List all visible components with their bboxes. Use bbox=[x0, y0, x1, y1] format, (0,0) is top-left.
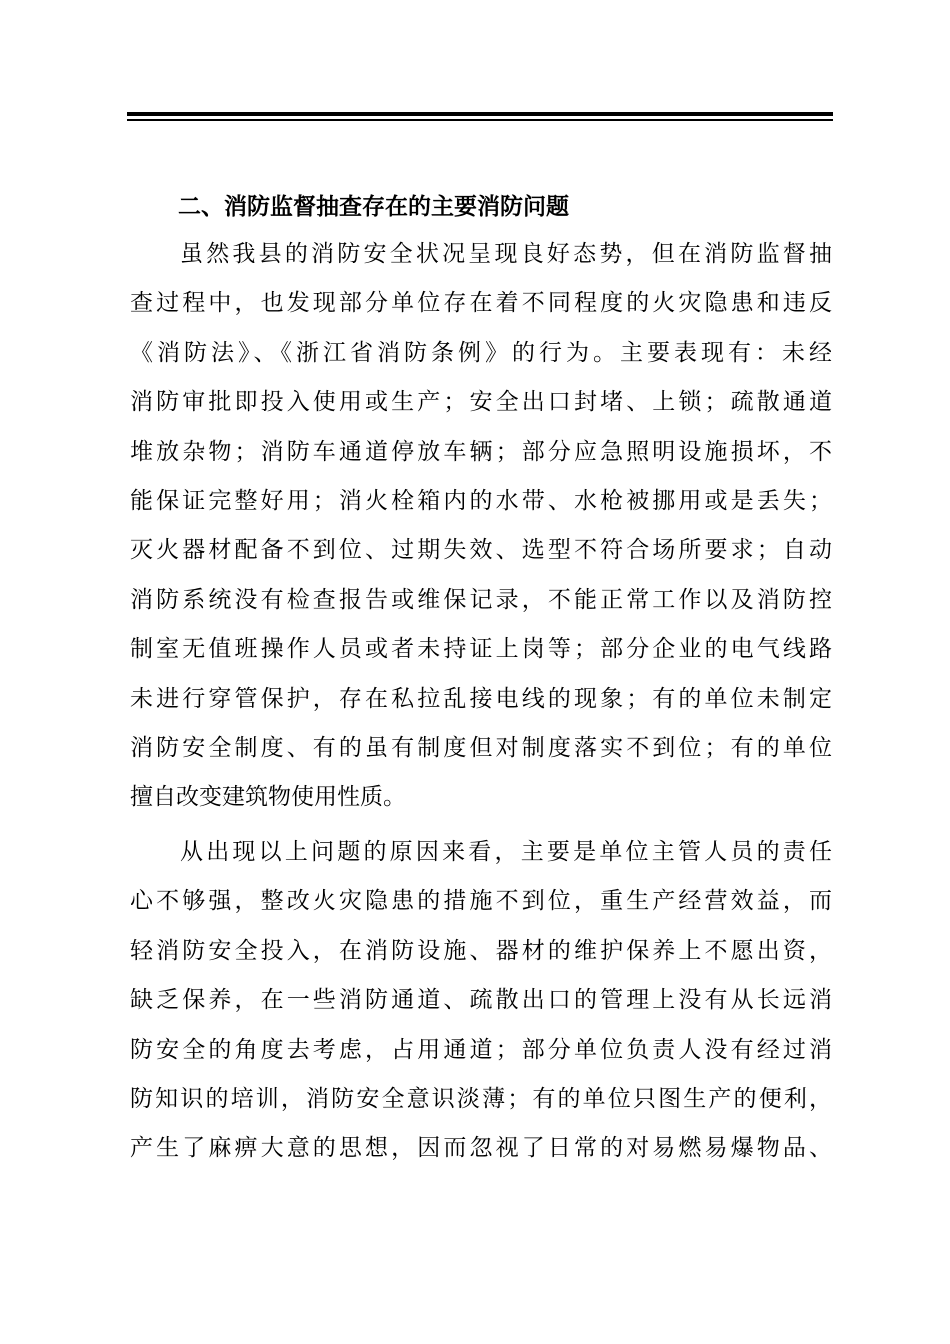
paragraph-2 bbox=[130, 828, 832, 1174]
paragraph-line: 制室无值班操作人员或者未持证上岗等；部分企业的电气线路 bbox=[130, 636, 832, 663]
header-rule-thick bbox=[127, 112, 833, 116]
paragraph-line: 消防系统没有检查报告或维保记录，不能正常工作以及消防控 bbox=[130, 586, 832, 613]
paragraph-line: 缺乏保养，在一些消防通道、疏散出口的管理上没有从长远消 bbox=[130, 987, 832, 1014]
paragraph-line: 防安全的角度去考虑，占用通道；部分单位负责人没有经过消 bbox=[130, 1036, 832, 1063]
paragraph-line: 查过程中，也发现部分单位存在着不同程度的火灾隐患和违反 bbox=[130, 290, 832, 317]
section-heading: 二、消防监督抽查存在的主要消防问题 bbox=[178, 194, 569, 220]
paragraph-line: 未进行穿管保护，存在私拉乱接电线的现象；有的单位未制定 bbox=[130, 685, 832, 712]
paragraph-line: 虽然我县的消防安全状况呈现良好态势，但在消防监督抽 bbox=[180, 241, 832, 267]
paragraph-line: 轻消防安全投入，在消防设施、器材的维护保养上不愿出资， bbox=[130, 937, 832, 964]
paragraph-line: 能保证完整好用；消火栓箱内的水带、水枪被挪用或是丢失； bbox=[130, 487, 832, 514]
paragraph-line: 消防审批即投入使用或生产；安全出口封堵、上锁；疏散通道 bbox=[130, 389, 832, 416]
paragraph-line: 产生了麻痹大意的思想，因而忽视了日常的对易燃易爆物品、 bbox=[130, 1135, 832, 1162]
paragraph-1 bbox=[130, 230, 832, 823]
paragraph-line: 心不够强，整改火灾隐患的措施不到位，重生产经营效益，而 bbox=[130, 888, 832, 915]
paragraph-line: 堆放杂物；消防车通道停放车辆；部分应急照明设施损坏，不 bbox=[130, 438, 832, 465]
paragraph-line: 从出现以上问题的原因来看，主要是单位主管人员的责任 bbox=[180, 839, 832, 865]
paragraph-line: 消防安全制度、有的虽有制度但对制度落实不到位；有的单位 bbox=[130, 734, 832, 761]
header-rule-thin bbox=[127, 119, 833, 121]
paragraph-line: 《消防法》、《浙江省消防条例》的行为。主要表现有：未经 bbox=[130, 339, 832, 366]
paragraph-line: 灭火器材配备不到位、过期失效、选型不符合场所要求；自动 bbox=[130, 537, 832, 564]
paragraph-line: 擅自改变建筑物使用性质。 bbox=[130, 784, 406, 811]
paragraph-line: 防知识的培训，消防安全意识淡薄；有的单位只图生产的便利， bbox=[130, 1085, 832, 1112]
